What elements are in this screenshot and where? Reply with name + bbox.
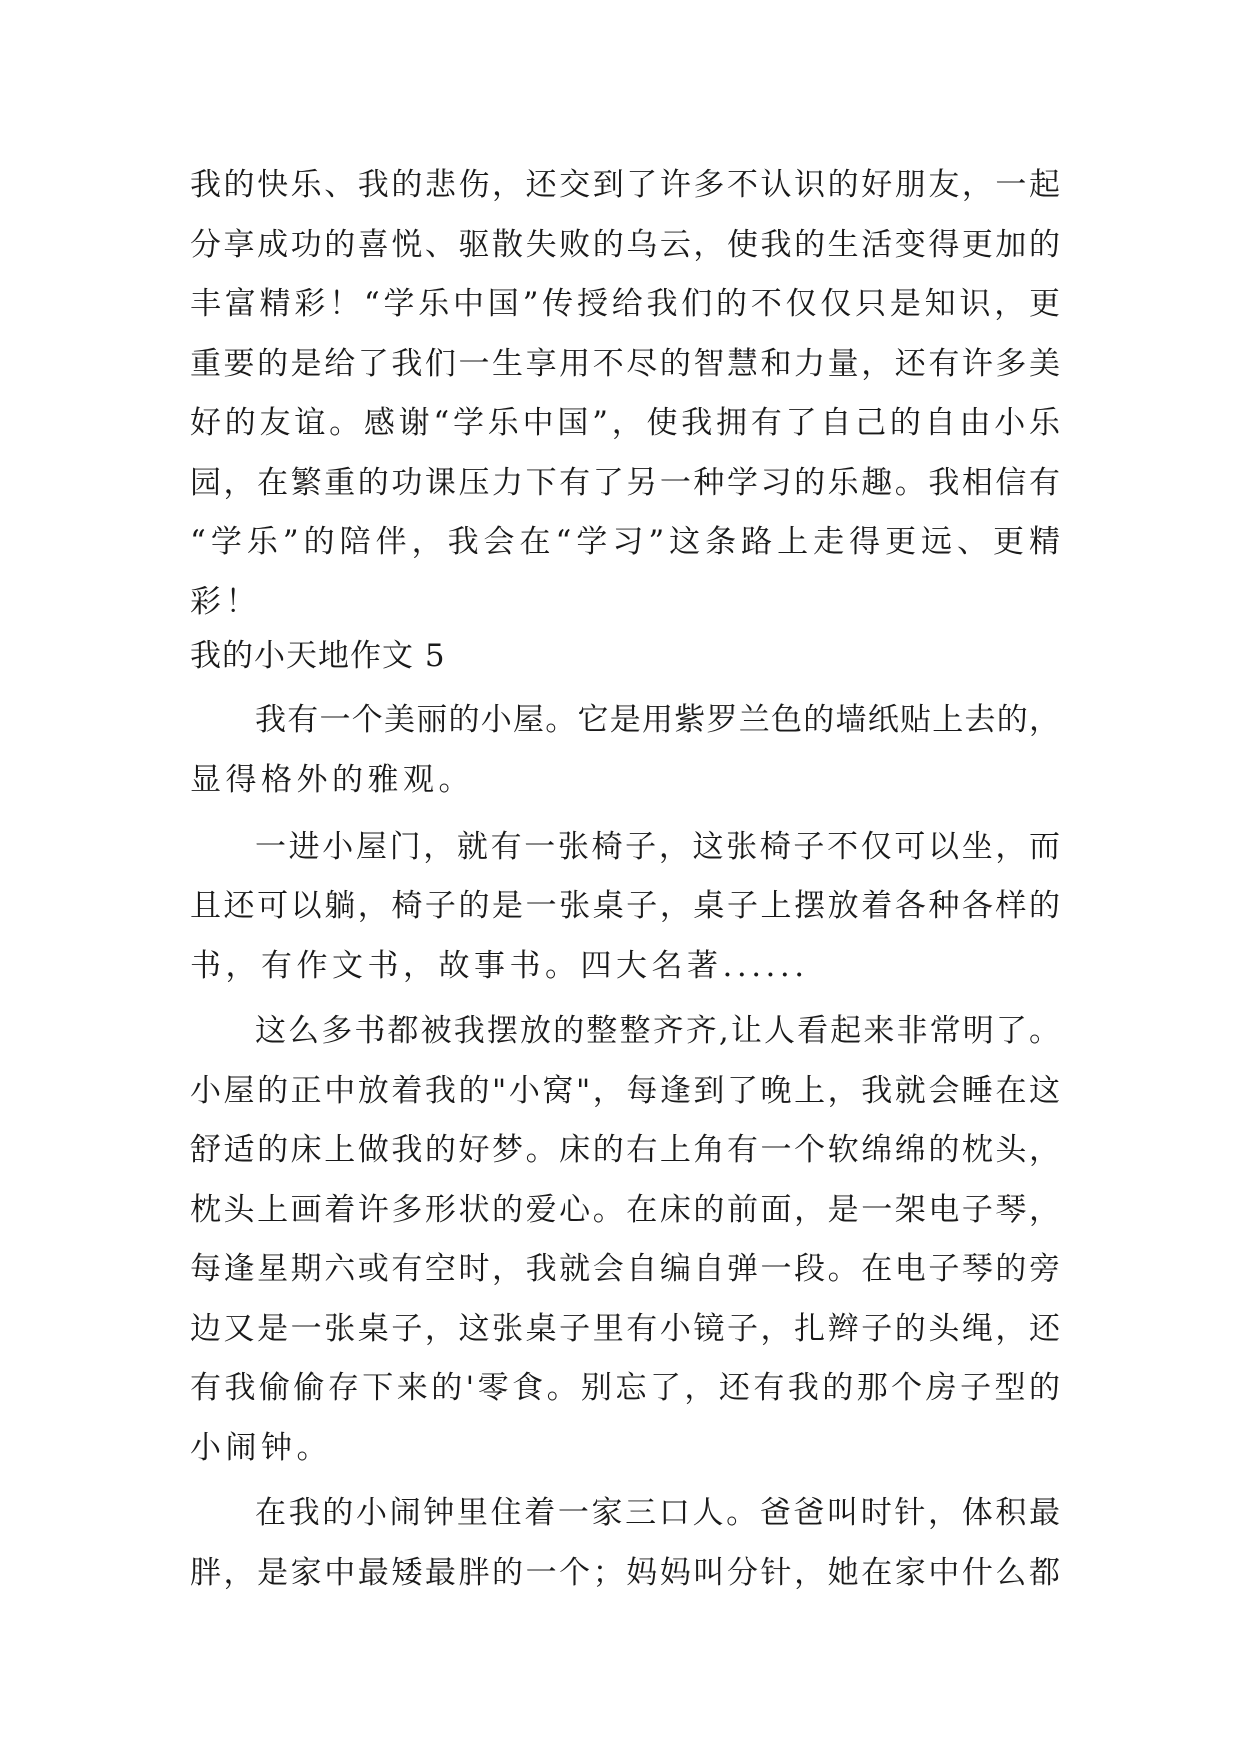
paragraph-line: 有我偷偷存下来的'零食。别忘了，还有我的那个房子型的 xyxy=(190,1370,1060,1406)
paragraph-line: 边又是一张桌子，这张桌子里有小镜子，扎辫子的头绳，还 xyxy=(190,1311,1060,1347)
paragraph-line: 舒适的床上做我的好梦。床的右上角有一个软绵绵的枕头， xyxy=(190,1132,1060,1168)
paragraph-line: 小闹钟。 xyxy=(190,1430,332,1466)
paragraph-line: “学乐”的陪伴，我会在“学习”这条路上走得更远、更精 xyxy=(190,524,1060,560)
paragraph-line: 园，在繁重的功课压力下有了另一种学习的乐趣。我相信有 xyxy=(190,465,1060,501)
paragraph-line: 分享成功的喜悦、驱散失败的乌云，使我的生活变得更加的 xyxy=(190,227,1060,263)
section-heading: 我的小天地作文 5 xyxy=(190,638,446,674)
paragraph-line: 且还可以躺，椅子的是一张桌子，桌子上摆放着各种各样的 xyxy=(190,888,1060,924)
paragraph-line: 小屋的正中放着我的"小窝"，每逢到了晚上，我就会睡在这 xyxy=(190,1073,1060,1109)
paragraph-line: 每逢星期六或有空时，我就会自编自弹一段。在电子琴的旁 xyxy=(190,1251,1060,1287)
paragraph-line: 书，有作文书，故事书。四大名著...... xyxy=(190,948,809,984)
paragraph-line: 显得格外的雅观。 xyxy=(190,762,474,798)
paragraph-line: 这么多书都被我摆放的整整齐齐,让人看起来非常明了。 xyxy=(255,1013,1060,1049)
paragraph-line: 枕头上画着许多形状的爱心。在床的前面，是一架电子琴， xyxy=(190,1192,1060,1228)
paragraph-line: 一进小屋门，就有一张椅子，这张椅子不仅可以坐，而 xyxy=(255,829,1060,865)
paragraph-line: 胖，是家中最矮最胖的一个；妈妈叫分针，她在家中什么都 xyxy=(190,1555,1060,1591)
paragraph-line: 我有一个美丽的小屋。它是用紫罗兰色的墙纸贴上去的， xyxy=(255,702,1060,738)
paragraph-line: 在我的小闹钟里住着一家三口人。爸爸叫时针，体积最 xyxy=(255,1495,1060,1531)
paragraph-line: 丰富精彩！“学乐中国”传授给我们的不仅仅只是知识，更 xyxy=(190,286,1060,322)
paragraph-line: 好的友谊。感谢“学乐中国”，使我拥有了自己的自由小乐 xyxy=(190,405,1060,441)
paragraph-line: 我的快乐、我的悲伤，还交到了许多不认识的好朋友，一起 xyxy=(190,167,1060,203)
paragraph-line: 彩！ xyxy=(190,584,261,620)
paragraph-line: 重要的是给了我们一生享用不尽的智慧和力量，还有许多美 xyxy=(190,346,1060,382)
